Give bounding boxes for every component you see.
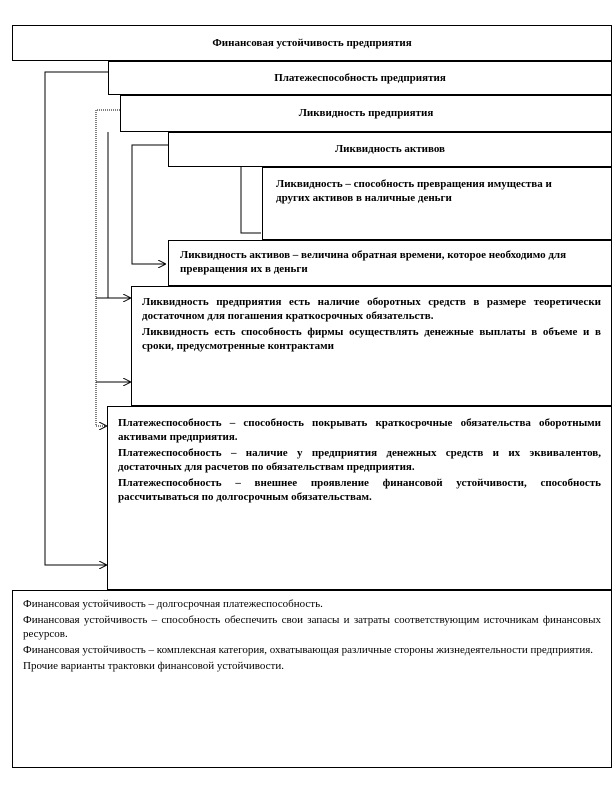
liquidity-definition-box — [262, 167, 612, 240]
financial-stability-box — [12, 25, 612, 61]
asset-liquidity-definition-box — [168, 240, 612, 286]
financial-stability-definition: Прочие варианты трактовки финансовой устойчивости. — [23, 660, 284, 672]
liquidity-definition-text: Ликвидность – способность превращения имущества и других активов в наличные деньги — [276, 178, 552, 204]
enterprise-liquidity-title: Ликвидность предприятия — [298, 107, 434, 119]
connector-asset-liquidity — [132, 145, 168, 264]
enterprise-liquidity-definition: Ликвидность есть способность фирмы осуществлять денежные выплаты в объеме и в сроки, предусмотренные контрактами — [142, 326, 601, 352]
enterprise-liquidity-definitions-box — [131, 286, 612, 406]
enterprise-liquidity-definition: Ликвидность предприятия есть наличие оборотных средств в размере теоретически достаточном для погашения краткосрочных обязательств. — [142, 296, 601, 322]
solvency-definition: Платежеспособность – внешнее проявление финансовой устойчивости, способность рассчитываться по долгосрочным обязательствам. — [118, 477, 601, 503]
solvency-definition: Платежеспособность – способность покрывать краткосрочные обязательства оборотными активами предприятия. — [118, 417, 601, 443]
solvency-box — [108, 61, 612, 95]
financial-stability-definition: Финансовая устойчивость – долгосрочная платежеспособность. — [23, 598, 323, 610]
financial-stability-definitions-box — [12, 590, 612, 768]
financial-stability-definition: Финансовая устойчивость – комплексная категория, охватывающая различные стороны жизнедеятельности предприятия. — [23, 644, 594, 656]
asset-liquidity-title: Ликвидность активов — [334, 143, 446, 155]
asset-liquidity-definition-text: Ликвидность активов – величина обратная времени, которое необходимо для превращения их в деньги — [180, 249, 567, 275]
solvency-definition: Платежеспособность – наличие у предприятия денежных средств и их эквивалентов, достаточных для расчетов по обязательствам предприятия. — [118, 447, 601, 473]
connector-to-liquidity-definition — [241, 167, 261, 233]
solvency-definitions-box — [107, 406, 612, 590]
financial-stability-definition: Финансовая устойчивость – способность обеспечить свои запасы и затраты соответствующим источникам финансовых ресурсов. — [23, 614, 601, 640]
solvency-title: Платежеспособность предприятия — [274, 72, 446, 84]
financial-stability-title: Финансовая устойчивость предприятия — [212, 37, 412, 49]
asset-liquidity-box — [168, 132, 612, 167]
enterprise-liquidity-box — [120, 95, 612, 132]
connector-stability-to-solvency-defs — [45, 72, 108, 565]
